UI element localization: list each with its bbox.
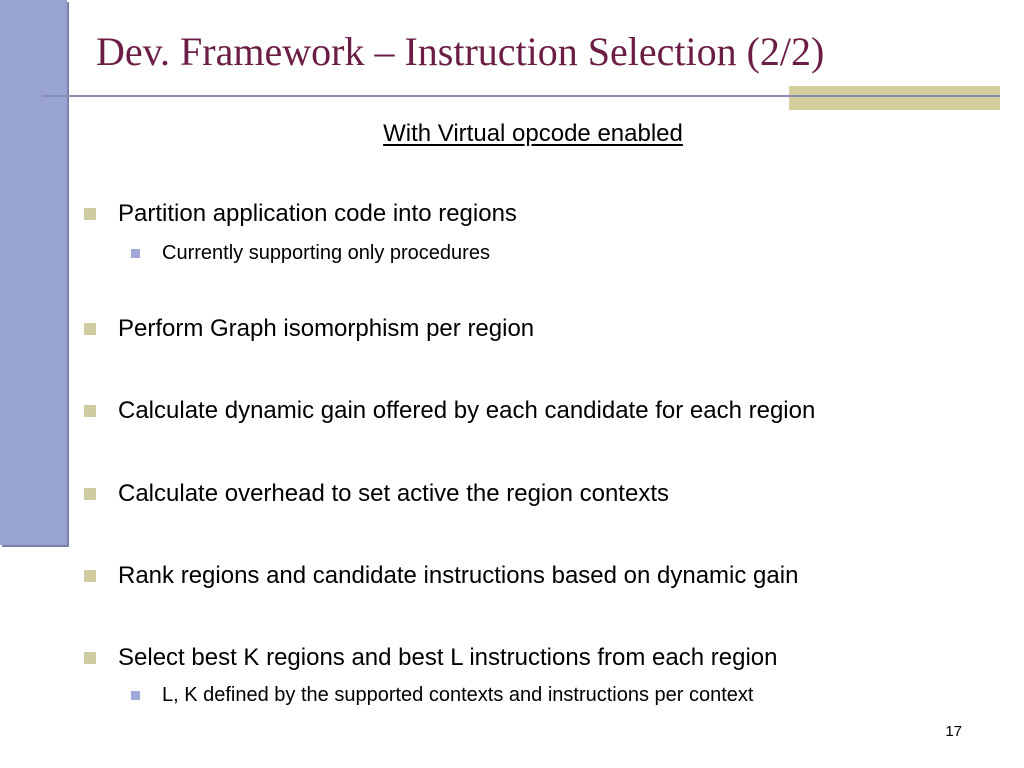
bullet-item xyxy=(84,562,798,590)
bullet-item xyxy=(84,397,815,425)
bullet-item xyxy=(84,315,534,343)
sub-bullet-square-icon xyxy=(131,249,140,258)
slide-title: Dev. Framework – Instruction Selection (2/2) xyxy=(96,29,825,74)
page-number: 17 xyxy=(945,723,962,740)
sub-bullet-square-icon xyxy=(131,691,140,700)
bullet-item xyxy=(84,480,669,508)
accent-block xyxy=(789,86,1000,110)
bullet-item xyxy=(84,644,777,672)
sub-bullet-text: Currently supporting only procedures xyxy=(162,242,490,264)
bullet-square-icon xyxy=(84,208,96,220)
bullet-square-icon xyxy=(84,488,96,500)
bullet-square-icon xyxy=(84,652,96,664)
sub-bullet-item xyxy=(131,242,490,265)
bullet-square-icon xyxy=(84,405,96,417)
bullet-item xyxy=(84,200,517,228)
accent-rule xyxy=(789,95,1000,97)
bullet-text: Rank regions and candidate instructions based on dynamic gain xyxy=(118,562,799,589)
bullet-text: Select best K regions and best L instructions from each region xyxy=(118,644,778,671)
bullet-square-icon xyxy=(84,570,96,582)
bullet-text: Calculate dynamic gain offered by each candidate for each region xyxy=(118,397,816,424)
bullet-text: Partition application code into regions xyxy=(118,200,517,227)
bullet-text: Calculate overhead to set active the region contexts xyxy=(118,480,669,507)
slide-subtitle: With Virtual opcode enabled xyxy=(383,120,683,147)
sub-bullet-text: L, K defined by the supported contexts and instructions per context xyxy=(162,684,754,706)
bullet-text: Perform Graph isomorphism per region xyxy=(118,315,535,342)
left-decorative-bar xyxy=(0,0,67,545)
bullet-square-icon xyxy=(84,323,96,335)
sub-bullet-item xyxy=(131,684,753,707)
